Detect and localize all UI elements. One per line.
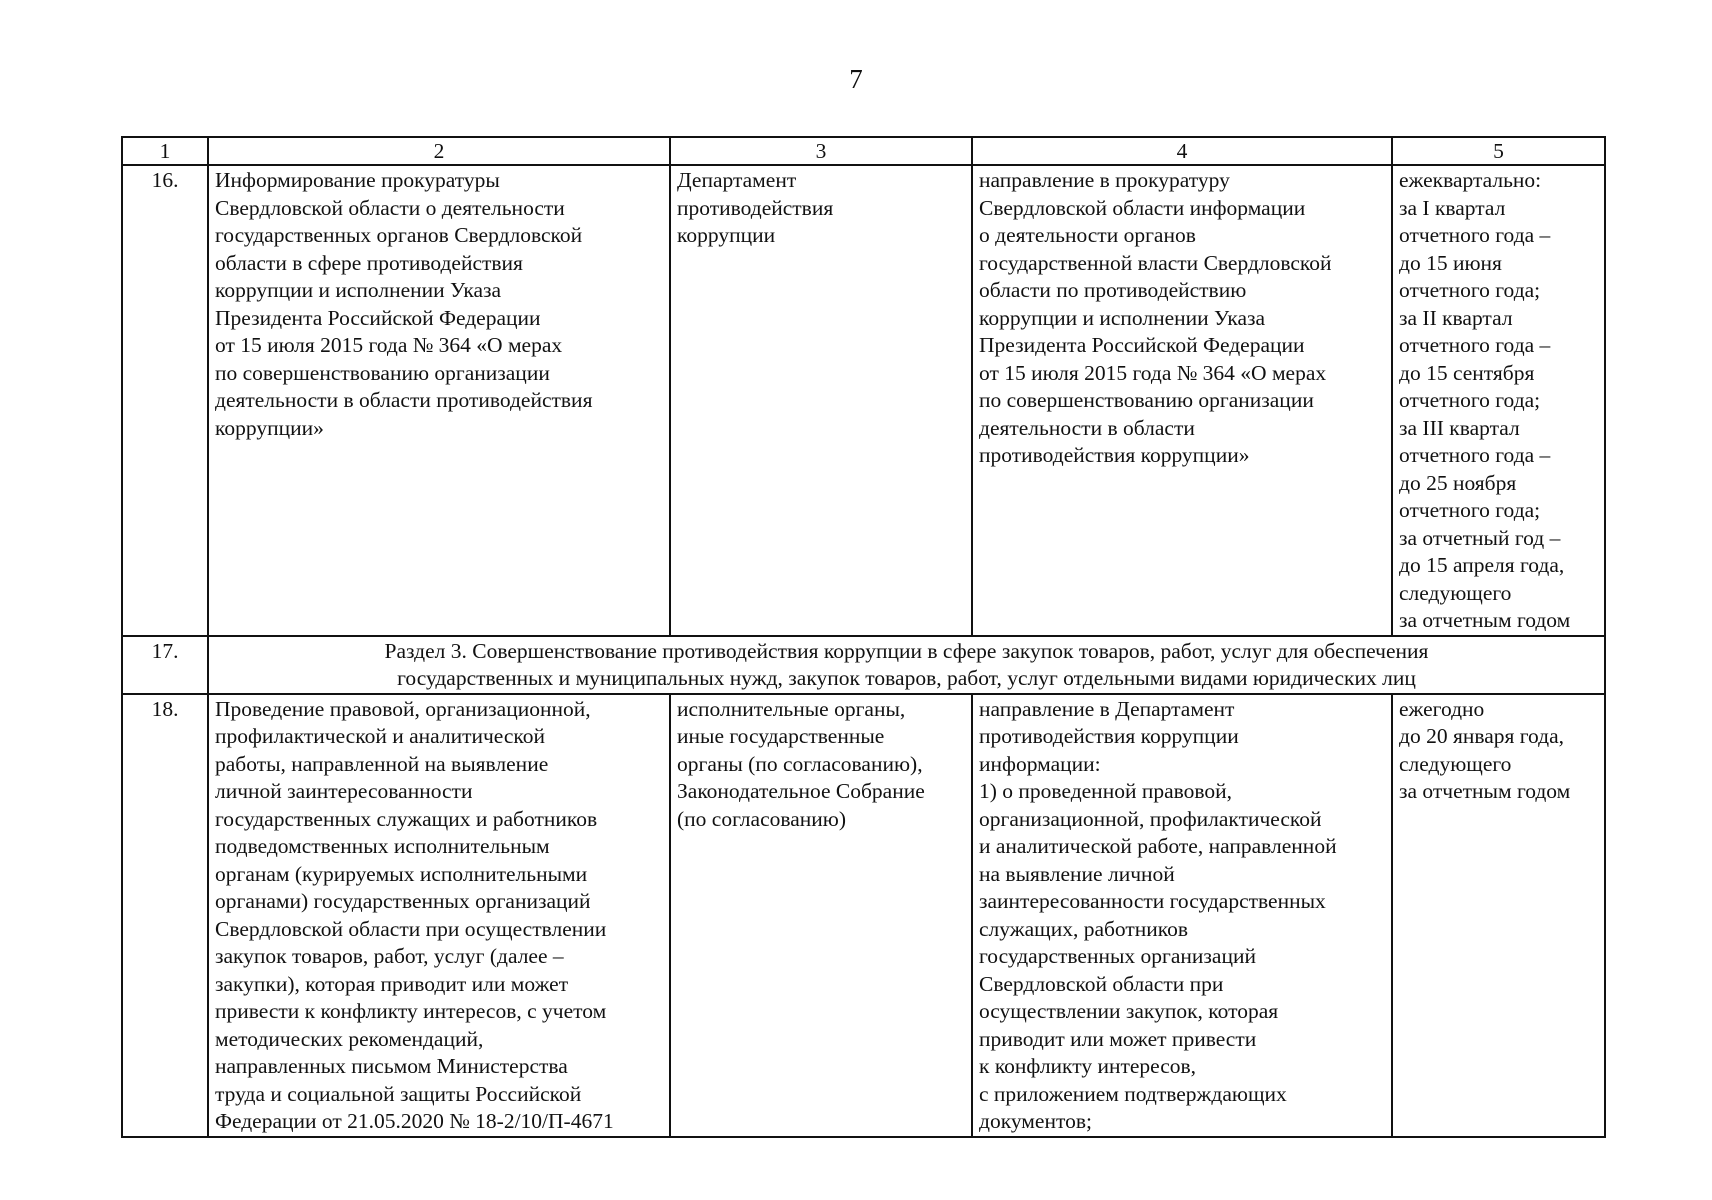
deadline-cell: ежеквартально: за I квартал отчетного года – до 15 июня отчетного года; за II квартал отчетного года – до 15 сентября отчетного года; за III квартал отчетного года – до 25 ноября отчетного года; за отчетный год – до 15 апреля года, следующего за отчетным годом: [1392, 165, 1605, 636]
plan-table: [121, 136, 1606, 1138]
column-header: 1: [122, 137, 208, 165]
result-cell: направление в прокуратуру Свердловской области информации о деятельности органов государственной власти Свердловской области по противодействию коррупции и исполнении Указа Президента Российской Федерации от 15 июля 2015 года № 364 «О мерах по совершенствованию организации деятельности в области противодействия коррупции»: [972, 165, 1392, 636]
event-cell: Информирование прокуратуры Свердловской области о деятельности государственных органов Свердловской области в сфере противодействия коррупции и исполнении Указа Президента Российской Федерации от 15 июля 2015 года № 364 «О мерах по совершенствованию организации деятельности в области противодействия коррупции»: [208, 165, 670, 636]
section-row: [122, 636, 1605, 694]
executor-cell: исполнительные органы, иные государственные органы (по согласованию), Законодательное Собрание (по согласованию): [670, 694, 972, 1137]
table-row: [122, 165, 1605, 636]
row-number: 17.: [122, 636, 208, 694]
result-cell: направление в Департамент противодействия коррупции информации: 1) о проведенной правовой, организационной, профилактической и аналитической работе, направленной на выявление личной заинтересованности государственных служащих, работников государственных организаций Свердловской области при осуществлении закупок, которая приводит или может привести к конфликту интересов, с приложением подтверждающих документов;: [972, 694, 1392, 1137]
row-number: 18.: [122, 694, 208, 1137]
section-title: Раздел 3. Совершенствование противодействия коррупции в сфере закупок товаров, работ, услуг для обеспечения государственных и муниципальных нужд, закупок товаров, работ, услуг отдельными видами юридических лиц: [208, 636, 1605, 694]
page-number: 7: [849, 64, 863, 94]
deadline-cell: ежегодно до 20 января года, следующего за отчетным годом: [1392, 694, 1605, 1137]
row-number: 16.: [122, 165, 208, 636]
table-header-row: [122, 137, 1605, 165]
column-header: 3: [670, 137, 972, 165]
table-row: [122, 694, 1605, 1137]
column-header: 2: [208, 137, 670, 165]
event-cell: Проведение правовой, организационной, профилактической и аналитической работы, направленной на выявление личной заинтересованности государственных служащих и работников подведомственных исполнительным органам (курируемых исполнительными органами) государственных организаций Свердловской области при осуществлении закупок товаров, работ, услуг (далее – закупки), которая приводит или может привести к конфликту интересов, с учетом методических рекомендаций, направленных письмом Министерства труда и социальной защиты Российской Федерации от 21.05.2020 № 18-2/10/П-4671: [208, 694, 670, 1137]
column-header: 4: [972, 137, 1392, 165]
column-header: 5: [1392, 137, 1605, 165]
executor-cell: Департамент противодействия коррупции: [670, 165, 972, 636]
